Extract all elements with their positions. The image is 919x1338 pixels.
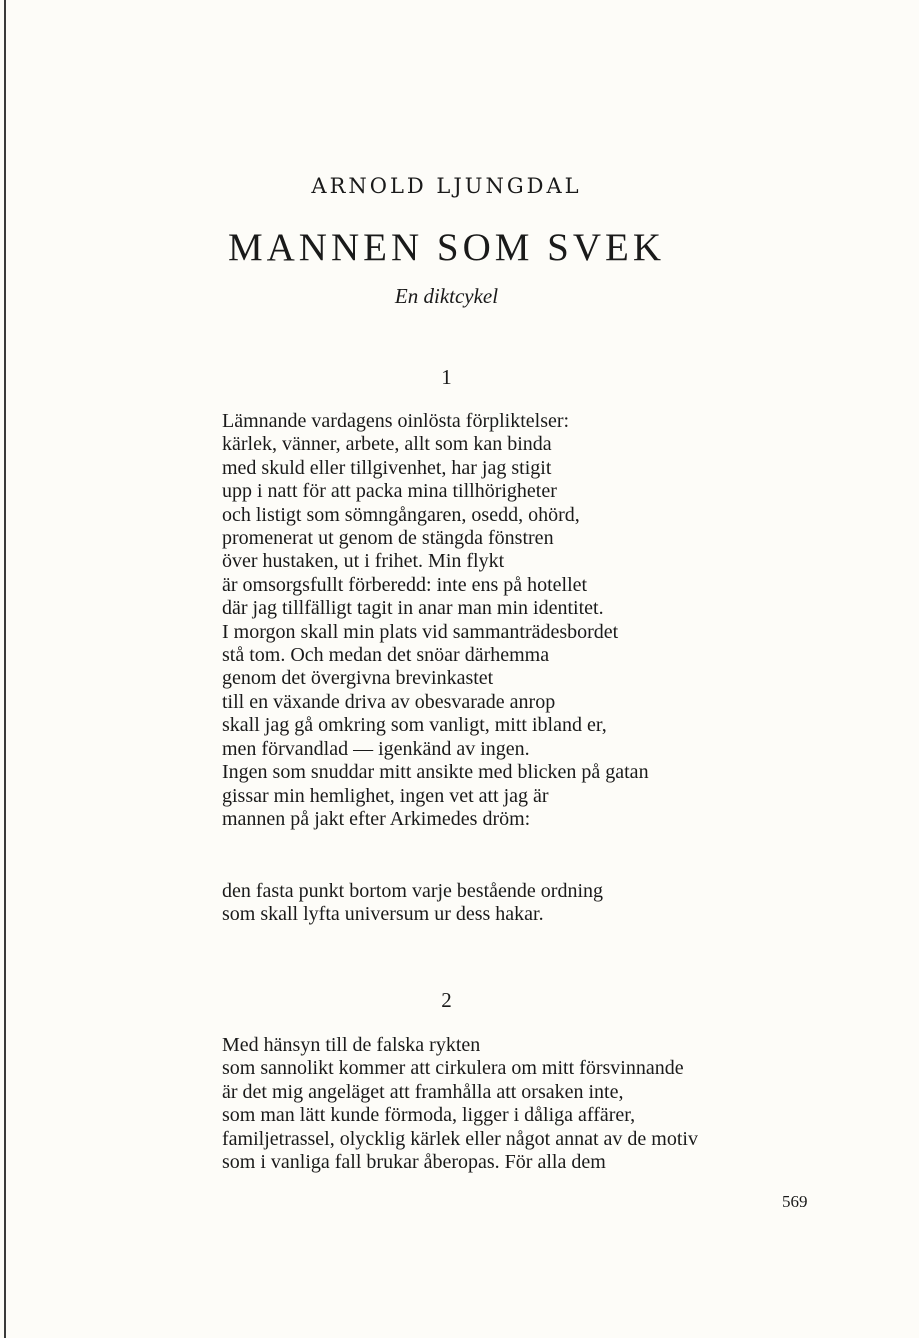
author-name: ARNOLD LJUNGDAL: [311, 174, 582, 198]
verse-line: stå tom. Och medan det snöar därhemma: [222, 644, 550, 667]
verse-line: över hustaken, ut i frihet. Min flykt: [222, 550, 505, 573]
verse-line: kärlek, vänner, arbete, allt som kan binda: [222, 433, 552, 456]
verse-line: den fasta punkt bortom varje bestående ordning: [222, 880, 603, 902]
verse-line: där jag tillfälligt tagit in anar man min identitet.: [222, 597, 604, 620]
verse-line: som man lätt kunde förmoda, ligger i dåliga affärer,: [222, 1104, 636, 1127]
verse-line: som i vanliga fall brukar åberopas. För alla dem: [222, 1151, 606, 1174]
verse-line: som sannolikt kommer att cirkulera om mitt försvinnande: [222, 1057, 684, 1080]
verse-line: Lämnande vardagens oinlösta förpliktelser:: [222, 410, 570, 432]
verse-line: men förvandlad — igenkänd av ingen.: [222, 737, 530, 760]
stanza: [222, 1034, 698, 1174]
poem-subtitle: En diktcykel: [394, 284, 499, 308]
verse-line: mannen på jakt efter Arkimedes dröm:: [222, 807, 531, 830]
section-number: 1: [441, 365, 452, 389]
verse-line: som skall lyfta universum ur dess hakar.: [222, 903, 544, 926]
section-number: 2: [441, 988, 452, 1012]
verse-line: och listigt som sömngångaren, osedd, ohörd,: [222, 503, 580, 526]
stanza: [222, 880, 603, 927]
verse-line: till en växande driva av obesvarade anrop: [222, 690, 556, 713]
stanza: [222, 410, 649, 831]
verse-line: skall jag gå omkring som vanligt, mitt ibland er,: [222, 714, 607, 737]
verse-line: är det mig angeläget att framhålla att orsaken inte,: [222, 1080, 624, 1103]
poem-title: MANNEN SOM SVEK: [227, 226, 666, 269]
verse-line: genom det övergivna brevinkastet: [222, 667, 494, 690]
verse-line: upp i natt för att packa mina tillhörigheter: [222, 480, 557, 503]
verse-line: Ingen som snuddar mitt ansikte med blicken på gatan: [222, 761, 649, 784]
verse-line: I morgon skall min plats vid sammanträdesbordet: [222, 620, 619, 643]
page-number: 569: [782, 1192, 808, 1211]
verse-line: är omsorgsfullt förberedd: inte ens på hotellet: [222, 573, 588, 596]
page-edge: [4, 0, 6, 1338]
verse-line: familjetrassel, olycklig kärlek eller något annat av de motiv: [222, 1127, 698, 1150]
verse-line: promenerat ut genom de stängda fönstren: [222, 527, 554, 550]
verse-line: med skuld eller tillgivenhet, har jag stigit: [222, 456, 552, 479]
verse-line: Med hänsyn till de falska rykten: [222, 1034, 481, 1056]
verse-line: gissar min hemlighet, ingen vet att jag är: [222, 784, 549, 807]
